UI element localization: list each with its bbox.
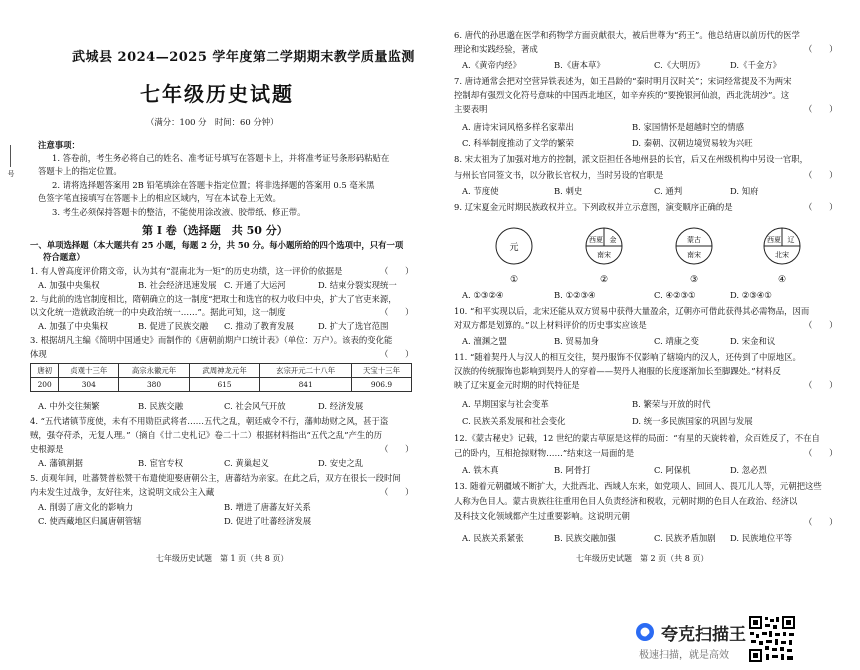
notes-title: 注意事项：: [38, 140, 80, 150]
option: B. 民族交融加强: [554, 533, 616, 543]
score-time-line: （满分：100 分 时间：60 分钟）: [146, 117, 279, 127]
question-stem: 4. “五代诸镇节度使，未有不用勋臣武将者……五代之乱，朝廷威令不行，藩帅劫财之风，甚于盗: [30, 416, 389, 426]
option: A. 中外交往频繁: [38, 401, 100, 411]
diagram-number: ④: [777, 275, 787, 285]
option: C. 社会风气开放: [224, 401, 286, 411]
regime-diagram-svg: [460, 222, 820, 288]
question-stem: 控制却有强烈文化符号意味的中国西北地区，如辛弃疾的“要挽银河仙浪，西北洗胡沙”。这: [454, 90, 790, 100]
section-title: 第 Ⅰ 卷（选择题 共 50 分）: [142, 224, 288, 237]
option: D. 结束分裂实现统一: [318, 280, 397, 290]
note-line: 3. 考生必须保持答题卡的整洁，不能使用涂改液、胶带纸、修正带。: [52, 207, 306, 217]
option: B. 繁荣与开放的时代: [632, 399, 711, 409]
question-stem: 11. “随着契丹人与汉人的相互交往，契丹服饰不仅影响了辖境内的汉人，还传到了中原地区。: [454, 352, 801, 362]
table-header-row: [31, 364, 412, 378]
diagram-number: ③: [689, 275, 699, 285]
option: C. 通判: [654, 186, 683, 196]
scanner-logo-icon: [635, 622, 655, 642]
option: D. 扩大了选官范围: [318, 321, 389, 331]
question-stem: 7. 唐诗通常会把对空营异铁表述为，如王昌龄的“秦时明月汉时关”；宋词经常提及不为两宋: [454, 76, 792, 86]
answer-paren: （ ）: [380, 487, 414, 497]
page-2: [430, 0, 860, 670]
question-stem: 对双方都是划算的。”以上材料评价的历史事实应该是: [454, 320, 647, 330]
table-header-cell: 天宝十三年: [351, 364, 411, 378]
option: D. 民族地位平等: [730, 533, 792, 543]
question-stem: 人称为色目人。蒙古贵族往往重用色目人负责经济和税收，元朝时期的色目人在政治、经济以: [454, 496, 798, 506]
option: A.《黄帝内经》: [462, 60, 521, 70]
answer-paren: （ ）: [804, 104, 838, 114]
diagram-label: 南宋: [687, 251, 701, 259]
answer-paren: （ ）: [804, 320, 838, 330]
question-stem: 10. “和平实现以后，北宋还能从双方贸易中获得大量盈余，辽朝亦可借此获得其必需物品，因而: [454, 306, 810, 316]
note-line: 答题卡上的指定位置。: [38, 166, 122, 176]
question-stem: 12.《蒙古秘史》记载，12 世纪的蒙古草原是这样的局面：“有星的天旋转着，众百姓反了，不在自: [454, 433, 820, 443]
household-table: [30, 363, 412, 392]
table-header-cell: 贞观十三年: [59, 364, 119, 378]
table-cell: 200: [31, 378, 59, 392]
question-stem: 2. 与此前的选官制度相比，隋朝确立的这一制度“把取士和选官的权力收归中央，扩大了官吏来源，: [30, 294, 397, 304]
option: C. 民族关系发展和社会变化: [462, 416, 566, 426]
question-stem: 主要表明: [454, 104, 488, 114]
option: A. 节度使: [462, 186, 499, 196]
option: B. 社会经济迅速发展: [138, 280, 217, 290]
answer-paren: （ ）: [804, 448, 838, 458]
table-row: [31, 378, 412, 392]
option: D. 促进了吐蕃经济发展: [224, 516, 312, 526]
question-stem: 汉族的传统服饰也影响到契丹人的穿着——契丹人袍服的长度逐渐加长至脚踝处。”材料反: [454, 366, 781, 376]
option: C.《大明历》: [654, 60, 705, 70]
option: B. 贸易加身: [554, 336, 599, 346]
diagram-label: 北宋: [775, 251, 789, 259]
table-header-cell: 高宗永徽元年: [119, 364, 190, 378]
option: C. ④②③①: [654, 290, 696, 300]
diagram-circle-3: [676, 228, 712, 285]
answer-paren: （ ）: [804, 517, 838, 527]
scanner-watermark: [627, 612, 857, 667]
option: C. 使西藏地区归属唐朝管辖: [38, 516, 142, 526]
question-stem: 及科技文化领域都产生过重要影响。这说明元朝: [454, 511, 630, 521]
exam-title: 七年级历史试题: [140, 82, 294, 106]
table-cell: 906.9: [351, 378, 411, 392]
table-header-cell: 唐初: [31, 364, 59, 378]
option: B. 阿骨打: [554, 465, 591, 475]
note-line: 1. 答卷前，考生务必将自己的姓名、准考证号填写在答题卡上，并将准考证号条形码粘贴在: [52, 153, 390, 163]
question-stem: 5. 贞观年间，吐蕃赞普松赞干布遣使迎娶唐朝公主，唐蕃结为亲家。在此之后，双方在很长一段时间: [30, 473, 401, 483]
option: A. ①③②④: [462, 290, 504, 300]
diagram-label: 辽: [787, 236, 795, 244]
diagram-label: 西夏: [589, 236, 603, 244]
option: D. 安史之乱: [318, 458, 364, 468]
option: D. 宋金和议: [730, 336, 776, 346]
question-stem: 以文化统一造就政治统一的中央政治统一……”。据此可知，这一制度: [30, 307, 286, 317]
option: D. 忽必烈: [730, 465, 767, 475]
question-stem: 己的卧内，互相抢掠财物……”结束这一局面的是: [454, 448, 635, 458]
question-stem: 映了辽宋夏金元时期的时代特征是: [454, 380, 580, 390]
answer-paren: （ ）: [804, 44, 838, 54]
table-cell: 841: [260, 378, 352, 392]
option: B. 增进了唐蕃友好关系: [224, 502, 311, 512]
option: A. 削弱了唐文化的影响力: [38, 502, 134, 512]
question-stem: 理论和实践经验，著成: [454, 44, 538, 54]
question-stem: 贼，强夺苻杀，无复人理。”（摘自《廿二史札记》卷二十二）根据材料指出“五代之乱”产生的历: [30, 430, 383, 440]
option: A. 民族关系紧张: [462, 533, 524, 543]
option: D. ②③④①: [730, 290, 772, 300]
answer-paren: （ ）: [380, 444, 414, 454]
option: A. 加强中央集权: [38, 280, 100, 290]
table-cell: 304: [59, 378, 119, 392]
question-stem: 史根源是: [30, 444, 64, 454]
option: A. 早期国家与社会变革: [462, 399, 549, 409]
margin-mark: 号: [7, 170, 15, 177]
diagram-circle-4: [764, 228, 800, 285]
section-intro: 符合题意）: [43, 252, 85, 262]
option: B. 刺史: [554, 186, 583, 196]
option: B. 家国情怀是超越时空的情感: [632, 122, 744, 132]
question-stem: 9. 辽宋夏金元时期民族政权并立。下列政权并立示意图，演变顺序正确的是: [454, 202, 733, 212]
diagram-label: 西夏: [767, 236, 781, 244]
qr-code: [748, 615, 796, 663]
diagram-label: 蒙古: [687, 236, 701, 244]
question-stem: 与州长官同签文书，以分散长官权力，当时另设的官职是: [454, 170, 664, 180]
page-footer: 七年级历史试题 第 1 页（共 8 页）: [156, 554, 289, 563]
note-line: 色签字笔直接填写在答题卡上的相应区域内，写在本试卷上无效。: [38, 193, 281, 203]
option: A. 铁木真: [462, 465, 499, 475]
qr-code-graphic: [748, 615, 796, 663]
question-stem: 1. 有人曾高度评价隋文帝，认为其有“混南北为一矩”的历史功绩，这一评价的依据是: [30, 266, 343, 276]
table-header-cell: 玄宗开元二十八年: [260, 364, 352, 378]
diagram-circle-1: [496, 228, 532, 285]
option: D.《千金方》: [730, 60, 781, 70]
option: C. 靖康之变: [654, 336, 699, 346]
question-stem: 3. 根据胡凡主编《简明中国通史》而制作的《唐朝前期户口统计表》（单位：万户）。该表的变化能: [30, 335, 393, 345]
question-stem: 内未发生过战争，友好往来，这说明文成公主入藏: [30, 487, 215, 497]
option: A. 加强了中央集权: [38, 321, 108, 331]
option: B. ①②③④: [554, 290, 596, 300]
question-stem: 13. 随着元朝疆域不断扩大，大批西北、西域人东来，如党项人、回回人、畏兀儿人等，元朝把这些: [454, 481, 822, 491]
diagram-label: 元: [509, 243, 519, 253]
option: D. 统一多民族国家的巩固与发展: [632, 416, 753, 426]
question-stem: 6. 唐代的孙思邈在医学和药物学方面贡献很大，被后世尊为“药王”。他总结唐以前历代的医学: [454, 30, 800, 40]
diagram-label: 南宋: [597, 251, 611, 259]
option: A. 澶渊之盟: [462, 336, 507, 346]
scanner-brand: 夸克扫描王: [661, 625, 746, 645]
option: A. 藩镇割据: [38, 458, 83, 468]
answer-paren: （ ）: [804, 170, 838, 180]
table-header-cell: 武周神龙元年: [189, 364, 260, 378]
regime-diagram: [460, 222, 820, 288]
scanner-slogan: 极速扫描，就是高效: [639, 650, 729, 661]
option: C. 科举制度推动了文学的繁荣: [462, 138, 574, 148]
question-stem: 8. 宋太祖为了加强对地方的控制，派文臣担任各地州县的长官，后又在州级机构中另设一官职，: [454, 154, 809, 164]
option: C. 开通了大运河: [224, 280, 286, 290]
table-cell: 615: [189, 378, 260, 392]
option: C. 阿保机: [654, 465, 691, 475]
option: B.《唐本草》: [554, 60, 605, 70]
answer-paren: （ ）: [380, 307, 414, 317]
option: A. 唐诗宋词风格多样名家辈出: [462, 122, 574, 132]
diagram-number: ②: [599, 275, 609, 285]
answer-paren: （ ）: [804, 202, 838, 212]
page-footer: 七年级历史试题 第 2 页（共 8 页）: [576, 554, 709, 563]
option: C. 推动了教育发展: [224, 321, 295, 331]
option: C. 民族矛盾加剧: [654, 533, 716, 543]
option: B. 宦官专权: [138, 458, 183, 468]
answer-paren: （ ）: [380, 349, 414, 359]
diagram-circle-2: [586, 228, 622, 285]
answer-paren: （ ）: [380, 266, 414, 276]
diagram-label: 金: [609, 236, 617, 244]
note-line: 2. 请将选择题答案用 2B 铅笔填涂在答题卡指定位置；将非选择题的答案用 0.5 毫米黑: [52, 180, 375, 190]
table-cell: 380: [119, 378, 190, 392]
option: B. 民族交融: [138, 401, 183, 411]
option: B. 促进了民族交融: [138, 321, 209, 331]
option: D. 秦朝、汉朝边境贸易较为兴旺: [632, 138, 753, 148]
question-stem: 体现: [30, 349, 47, 359]
option: D. 知府: [730, 186, 759, 196]
option: D. 经济发展: [318, 401, 364, 411]
exam-header: 武城县 2024—2025 学年度第二学期期末教学质量监测: [72, 50, 415, 65]
section-intro: 一、单项选择题（本大题共有 25 小题，每题 2 分，共 50 分。每小题所给的四个选项中，只有一项: [30, 240, 404, 250]
option: C. 黄巢起义: [224, 458, 269, 468]
margin-line: [10, 145, 11, 167]
diagram-number: ①: [509, 275, 519, 285]
answer-paren: （ ）: [804, 380, 838, 390]
